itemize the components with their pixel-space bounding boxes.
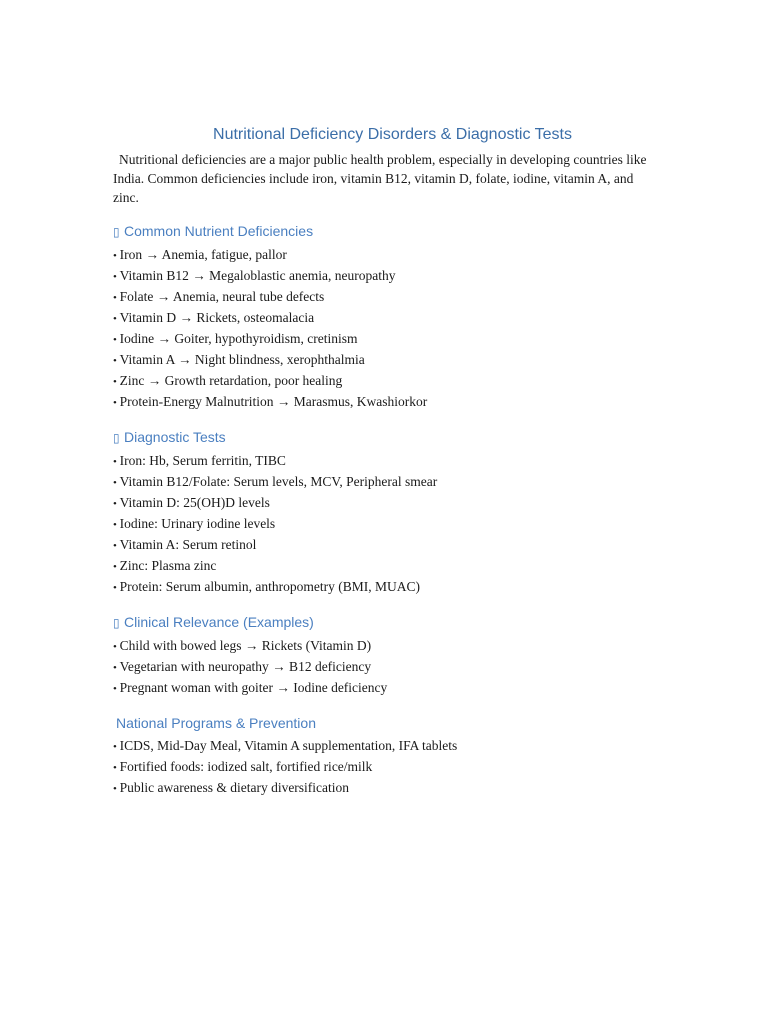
- list-item: • Vitamin D → Rickets, osteomalacia: [113, 308, 658, 329]
- document-title: Nutritional Deficiency Disorders & Diagnostic Tests: [213, 126, 572, 143]
- section-heading-text: Diagnostic Tests: [124, 429, 226, 445]
- missing-glyph-icon: ▯: [113, 225, 120, 239]
- list-item: • Vegetarian with neuropathy → B12 deficiency: [113, 657, 658, 678]
- list-item: • Protein-Energy Malnutrition → Marasmus, Kwashiorkor: [113, 392, 658, 413]
- list-item: • ICDS, Mid-Day Meal, Vitamin A supplementation, IFA tablets: [113, 736, 658, 757]
- section-heading-text: National Programs & Prevention: [116, 715, 316, 731]
- list-item: • Zinc → Growth retardation, poor healing: [113, 371, 658, 392]
- missing-glyph-icon: ▯: [113, 616, 120, 630]
- bullet-list: [113, 736, 658, 799]
- list-item: • Protein: Serum albumin, anthropometry (BMI, MUAC): [113, 577, 658, 598]
- section-heading: [113, 221, 658, 242]
- missing-glyph-icon: ▯: [113, 431, 120, 445]
- section-clinical-relevance: [113, 612, 658, 699]
- section-heading: [113, 713, 658, 733]
- list-item: • Iodine → Goiter, hypothyroidism, cretinism: [113, 329, 658, 350]
- list-item: • Vitamin A → Night blindness, xerophthalmia: [113, 350, 658, 371]
- bullet-list: [113, 636, 658, 699]
- list-item: • Folate → Anemia, neural tube defects: [113, 287, 658, 308]
- list-item: • Public awareness & dietary diversification: [113, 778, 658, 799]
- list-item: • Child with bowed legs → Rickets (Vitamin D): [113, 636, 658, 657]
- list-item: • Iron → Anemia, fatigue, pallor: [113, 245, 658, 266]
- list-item: • Vitamin B12 → Megaloblastic anemia, neuropathy: [113, 266, 658, 287]
- section-diagnostic-tests: [113, 427, 658, 598]
- bullet-list: [113, 245, 658, 413]
- list-item: • Pregnant woman with goiter → Iodine deficiency: [113, 678, 658, 699]
- list-item: • Iron: Hb, Serum ferritin, TIBC: [113, 451, 658, 472]
- section-common-nutrient-deficiencies: [113, 221, 658, 413]
- list-item: • Vitamin D: 25(OH)D levels: [113, 493, 658, 514]
- section-national-programs: [113, 713, 658, 799]
- bullet-list: [113, 451, 658, 598]
- section-heading: [113, 427, 658, 448]
- list-item: • Fortified foods: iodized salt, fortified rice/milk: [113, 757, 658, 778]
- list-item: • Iodine: Urinary iodine levels: [113, 514, 658, 535]
- document-content: [113, 124, 658, 799]
- section-heading: [113, 612, 658, 633]
- section-heading-text: Common Nutrient Deficiencies: [124, 223, 314, 239]
- list-item: • Vitamin B12/Folate: Serum levels, MCV, Peripheral smear: [113, 472, 658, 493]
- intro-paragraph: Nutritional deficiencies are a major public health problem, especially in developing countries like India. Common deficiencies include iron, vitamin B12, vitamin D, folate, iodine, vitamin A, and zinc.: [113, 152, 647, 205]
- list-item: • Vitamin A: Serum retinol: [113, 535, 658, 556]
- section-heading-text: Clinical Relevance (Examples): [124, 614, 314, 630]
- list-item: • Zinc: Plasma zinc: [113, 556, 658, 577]
